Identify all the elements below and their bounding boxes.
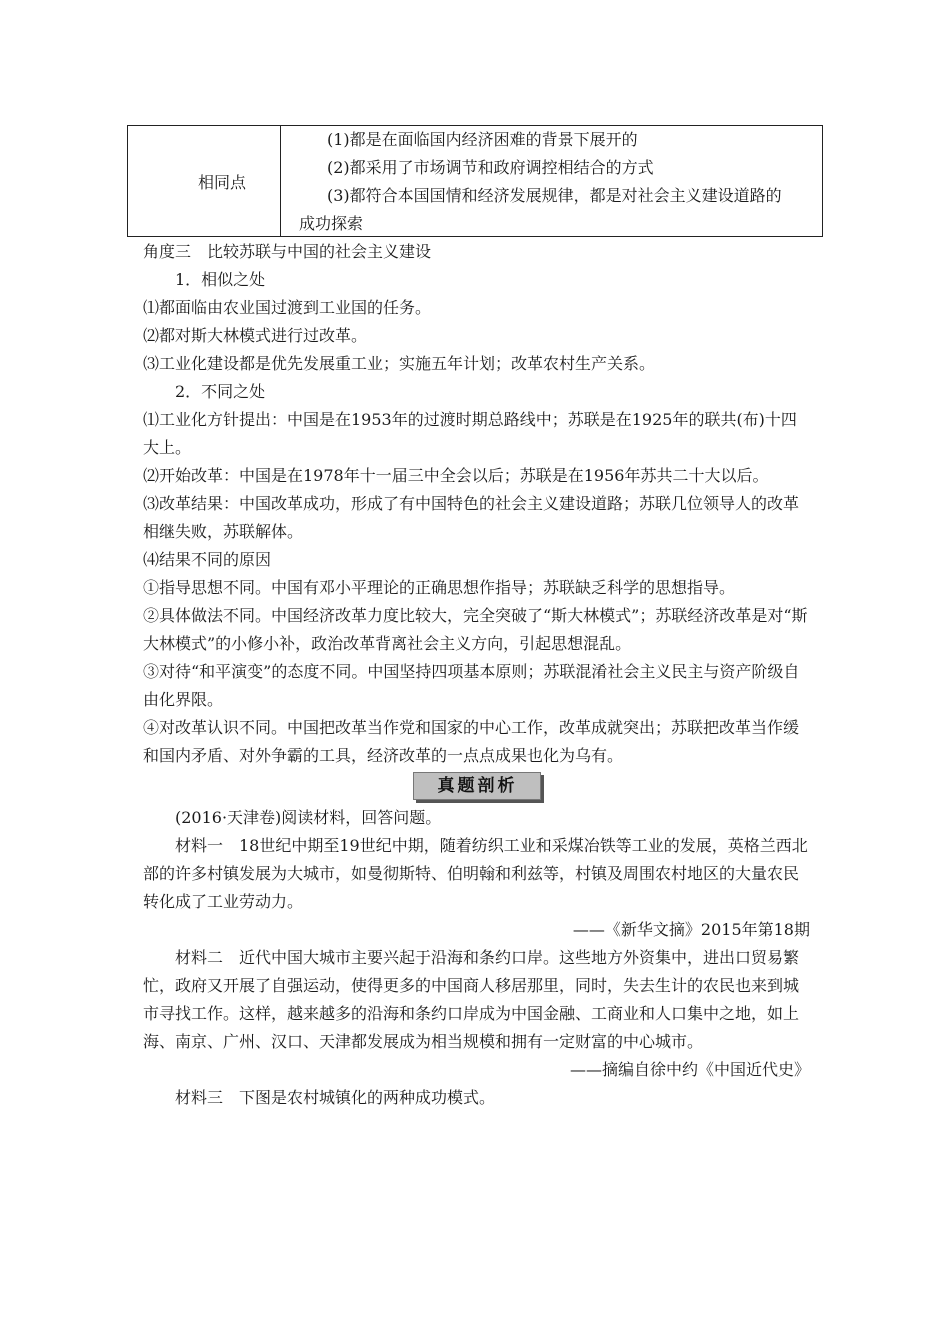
difference-item: ⑴工业化方针提出：中国是在1953年的过渡时期总路线中；苏联是在1925年的联共(布)十四大上。 — [143, 410, 797, 457]
similarity-item: ⑵都对斯大林模式进行过改革。 — [143, 326, 368, 345]
material-1: 材料一 18世纪中期至19世纪中期，随着纺织工业和采煤冶铁等工业的发展，英格兰西北部的许多村镇发展为大城市，如曼彻斯特、伯明翰和利兹等，村镇及周围农村地区的大量农民转化成了工业劳动力。 — [143, 836, 808, 911]
reason-item: ④对改革认识不同。中国把改革当作党和国家的中心工作，改革成就突出；苏联把改革当作缓和国内矛盾、对外争霸的工具，经济改革的一点点成果也化为乌有。 — [143, 718, 800, 765]
reason-item: ②具体做法不同。中国经济改革力度比较大，完全突破了“斯大林模式”；苏联经济改革是对“斯大林模式”的小修小补，政治改革背离社会主义方向，引起思想混乱。 — [143, 606, 808, 653]
material-2: 材料二 近代中国大城市主要兴起于沿海和条约口岸。这些地方外资集中，进出口贸易繁忙，政府又开展了自强运动，使得更多的中国商人移居那里，同时，失去生计的农民也来到城市寻找工作。这样，越来越多的沿海和条约口岸成为中国金融、工商业和人口集中之地，如上海、南京、广州、汉口、天津都发展成为相当规模和拥有一定财富的中心城市。 — [143, 948, 800, 1051]
similarities-title: 1．相似之处 — [175, 270, 266, 289]
reason-item: ①指导思想不同。中国有邓小平理论的正确思想作指导；苏联缺乏科学的思想指导。 — [143, 578, 736, 597]
difference-item: ⑷结果不同的原因 — [143, 550, 272, 569]
table-item: (1)都是在面临国内经济困难的背景下展开的 — [327, 130, 638, 149]
comparison-table — [127, 125, 823, 237]
angle3-section — [143, 238, 810, 1112]
table-item: (3)都符合本国国情和经济发展规律，都是对社会主义建设道路的 — [327, 186, 782, 205]
table-item: (2)都采用了市场调节和政府调控相结合的方式 — [327, 158, 654, 177]
differences-title: 2．不同之处 — [175, 382, 266, 401]
similarity-item: ⑶工业化建设都是优先发展重工业；实施五年计划；改革农村生产关系。 — [143, 354, 656, 373]
table-header-label: 相同点 — [197, 172, 246, 192]
similarity-item: ⑴都面临由农业国过渡到工业国的任务。 — [143, 298, 432, 317]
material-2-source: ——摘编自徐中约《中国近代史》 — [569, 1060, 810, 1079]
section-banner — [143, 772, 810, 802]
reason-item: ③对待“和平演变”的态度不同。中国坚持四项基本原则；苏联混淆社会主义民主与资产阶级自由化界限。 — [143, 662, 800, 709]
table-row-header — [128, 126, 281, 236]
question-intro: (2016·天津卷)阅读材料，回答问题。 — [175, 808, 442, 827]
material-3: 材料三 下图是农村城镇化的两种成功模式。 — [175, 1088, 496, 1107]
difference-item: ⑶改革结果：中国改革成功，形成了有中国特色的社会主义建设道路；苏联几位领导人的改革相继失败，苏联解体。 — [143, 494, 800, 541]
difference-item: ⑵开始改革：中国是在1978年十一届三中全会以后；苏联是在1956年苏共二十大以后。 — [143, 466, 769, 485]
table-item: 成功探索 — [299, 214, 364, 233]
material-1-source: ——《新华文摘》2015年第18期 — [572, 920, 810, 939]
table-cell-content — [281, 126, 822, 236]
section-banner-label: 真题剖析 — [413, 772, 541, 800]
angle3-heading: 角度三 比较苏联与中国的社会主义建设 — [143, 242, 432, 261]
